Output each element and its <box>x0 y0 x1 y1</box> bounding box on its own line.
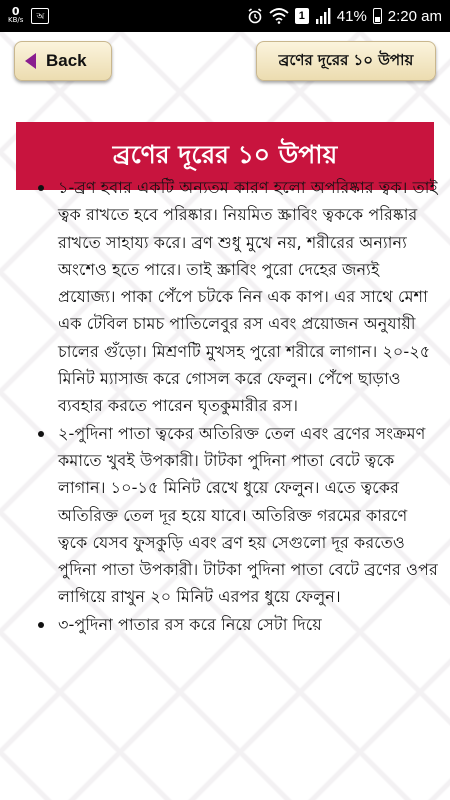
alarm-icon <box>247 8 263 24</box>
network-speed <box>8 7 23 25</box>
page-title-button[interactable]: ব্রণের দূরের ১০ উপায় <box>256 41 436 81</box>
sim-badge: 1 <box>295 8 309 24</box>
list-item: ১-ব্রণ হবার একটি অন্যতম কারণ হলো অপরিষ্কার ত্বক। তাই ত্বক রাখতে হবে পরিষ্কার। নিয়মিত স্ক্রাবিং ত্বককে পরিষ্কার রাখতে সাহায্য করে। ব্রণ শুধু মুখে নয়, শরীরের অন্যান্য অংশেও হতে পারে। তাই স্ক্রাবিং পুরো দেহের জন্যই প্রযোজ্য। পাকা পেঁপে চটকে নিন এক কাপ। এর সাথে মেশা এক টেবিল চামচ পাতিলেবুর রস এবং প্রয়োজন অনুযায়ী চালের গুঁড়ো। মিশ্রণটি মুখসহ পুরো শরীরে লাগান। ২০-২৫ মিনিট ম্যাসাজ করে গোসল করে ফেলুন। পেঁপে ছাড়াও ব্যবহার করতে পারেন ঘৃতকুমারীর রস। <box>30 174 440 420</box>
status-left <box>8 7 49 25</box>
back-button-label: Back <box>46 51 87 70</box>
tips-list <box>30 174 440 638</box>
network-speed-value: 0 <box>11 5 20 18</box>
article-content <box>30 174 440 638</box>
status-bar <box>0 0 450 32</box>
battery-percent: 41% <box>336 7 367 25</box>
signal-icon <box>315 8 331 24</box>
article-title: ব্রণের দূরের ১০ উপায় <box>112 139 338 169</box>
toolbar <box>0 32 450 94</box>
back-button[interactable] <box>14 41 112 81</box>
app-notification-icon: অ <box>31 8 49 24</box>
list-item: ৩-পুদিনা পাতার রস করে নিয়ে সেটা দিয়ে <box>30 611 440 638</box>
clock-time: 2:20 am <box>387 7 442 25</box>
network-speed-unit: KB/s <box>8 16 24 24</box>
back-arrow-icon <box>25 53 36 69</box>
list-item: ২-পুদিনা পাতা ত্বকের অতিরিক্ত তেল এবং ব্রণের সংক্রমণ কমাতে খুবই উপকারী। টাটকা পুদিনা পাতা বেটে ত্বকে লাগান। ১০-১৫ মিনিট রেখে ধুয়ে ফেলুন। এতে ত্বকের অতিরিক্ত তেল দূর হয়ে যাবে। অতিরিক্ত গরমের কারণে ত্বকে যেসব ফুসকুড়ি এবং ব্রণ হয় সেগুলো দূর করতেও পুদিনা পাতা উপকারী। টাটকা পুদিনা পাতা বেটে ব্রণের ওপর লাগিয়ে রাখুন ২০ মিনিট এরপর ধুয়ে ফেলুন। <box>30 420 440 611</box>
status-right <box>247 8 442 25</box>
wifi-icon <box>269 8 289 24</box>
battery-icon <box>373 8 382 24</box>
